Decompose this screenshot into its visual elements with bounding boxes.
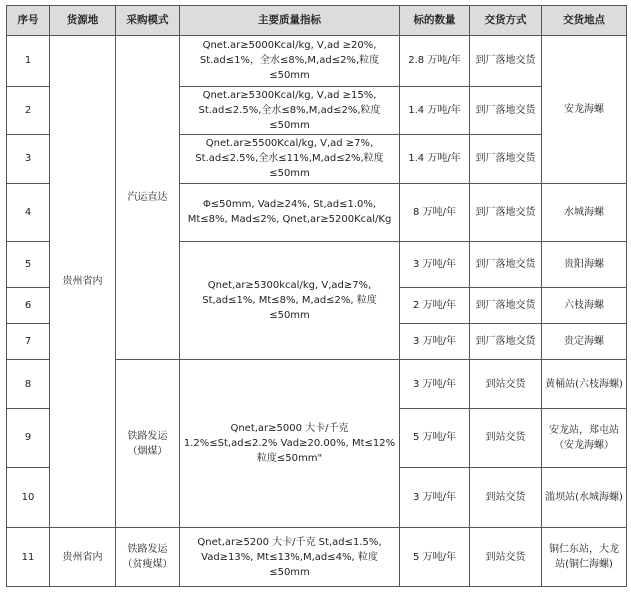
place-cell: 水城海螺 [542,183,627,242]
coal-procurement-table [6,5,627,587]
col-header-method: 交货方式 [470,6,542,36]
col-header-mode: 采购模式 [116,6,180,36]
qty-cell: 5 万吨/年 [400,528,470,587]
row-no: 6 [7,287,50,323]
method-cell: 到厂落地交货 [470,242,542,287]
row-no: 11 [7,528,50,587]
method-cell: 到厂落地交货 [470,183,542,242]
place-cell: 安龙海螺 [542,36,627,184]
mode-cell: 汽运直达 [116,36,180,360]
method-cell: 到厂落地交货 [470,86,542,135]
row-no: 4 [7,183,50,242]
spec-cell: Qnet.ar≥5500Kcal/kg, V,ad ≥7%, St.ad≤2.5%,全水≤11%,M,ad≤2%,粒度≤50mm [180,135,400,184]
qty-cell: 2 万吨/年 [400,287,470,323]
qty-cell: 3 万吨/年 [400,360,470,409]
row-no: 3 [7,135,50,184]
qty-cell: 3 万吨/年 [400,467,470,528]
col-header-qty: 标的数量 [400,6,470,36]
col-header-origin: 货源地 [50,6,116,36]
method-cell: 到厂落地交货 [470,324,542,360]
row-no: 10 [7,467,50,528]
qty-cell: 3 万吨/年 [400,324,470,360]
spec-cell: Qnet.ar≥5000Kcal/kg, V,ad ≥20%, St.ad≤1%，全水≤8%,M,ad≤2%,粒度≤50mm [180,36,400,87]
spec-cell: Φ≤50mm, Vad≥24%, St,ad≤1.0%, Mt≤8%, Mad≤2%, Qnet,ar≥5200Kcal/Kg [180,183,400,242]
mode-cell: 铁路发运（烟煤） [116,360,180,528]
method-cell: 到站交货 [470,360,542,409]
origin-cell: 贵州省内 [50,528,116,587]
method-cell: 到厂落地交货 [470,135,542,184]
place-cell: 滥坝站(水城海螺) [542,467,627,528]
row-no: 8 [7,360,50,409]
qty-cell: 5 万吨/年 [400,408,470,467]
header-row [7,6,627,36]
origin-cell: 贵州省内 [50,36,116,528]
place-cell: 安龙站，郑屯站（安龙海螺） [542,408,627,467]
spec-cell: Qnet,ar≥5000 大卡/千克 1.2%≤St,ad≤2.2% Vad≥20.00%, Mt≤12% 粒度≤50mm" [180,360,400,528]
row-no: 1 [7,36,50,87]
col-header-spec: 主要质量指标 [180,6,400,36]
row-no: 7 [7,324,50,360]
qty-cell: 3 万吨/年 [400,242,470,287]
spec-cell: Qnet,ar≥5200 大卡/千克 St,ad≤1.5%, Vad≥13%, Mt≤13%,M,ad≤4%, 粒度≤50mm [180,528,400,587]
row-no: 2 [7,86,50,135]
qty-cell: 8 万吨/年 [400,183,470,242]
method-cell: 到站交货 [470,467,542,528]
method-cell: 到厂落地交货 [470,36,542,87]
row-no: 5 [7,242,50,287]
mode-cell: 铁路发运（贫瘦煤） [116,528,180,587]
place-cell: 贵定海螺 [542,324,627,360]
col-header-place: 交货地点 [542,6,627,36]
place-cell: 铜仁东站，大龙站(铜仁海螺) [542,528,627,587]
spec-cell: Qnet,ar≥5300kcal/kg, V,ad≥7%, St,ad≤1%, Mt≤8%, M,ad≤2%, 粒度≤50mm [180,242,400,360]
qty-cell: 1.4 万吨/年 [400,86,470,135]
place-cell: 黄桶站(六枝海螺) [542,360,627,409]
method-cell: 到站交货 [470,528,542,587]
row-no: 9 [7,408,50,467]
qty-cell: 1.4 万吨/年 [400,135,470,184]
col-header-no: 序号 [7,6,50,36]
qty-cell: 2.8 万吨/年 [400,36,470,87]
place-cell: 贵阳海螺 [542,242,627,287]
method-cell: 到站交货 [470,408,542,467]
spec-cell: Qnet.ar≥5300Kcal/kg, V,ad ≥15%, St.ad≤2.5%,全水≤8%,M,ad≤2%,粒度≤50mm [180,86,400,135]
table-row [7,36,627,87]
place-cell: 六枝海螺 [542,287,627,323]
method-cell: 到厂落地交货 [470,287,542,323]
table-row [7,528,627,587]
